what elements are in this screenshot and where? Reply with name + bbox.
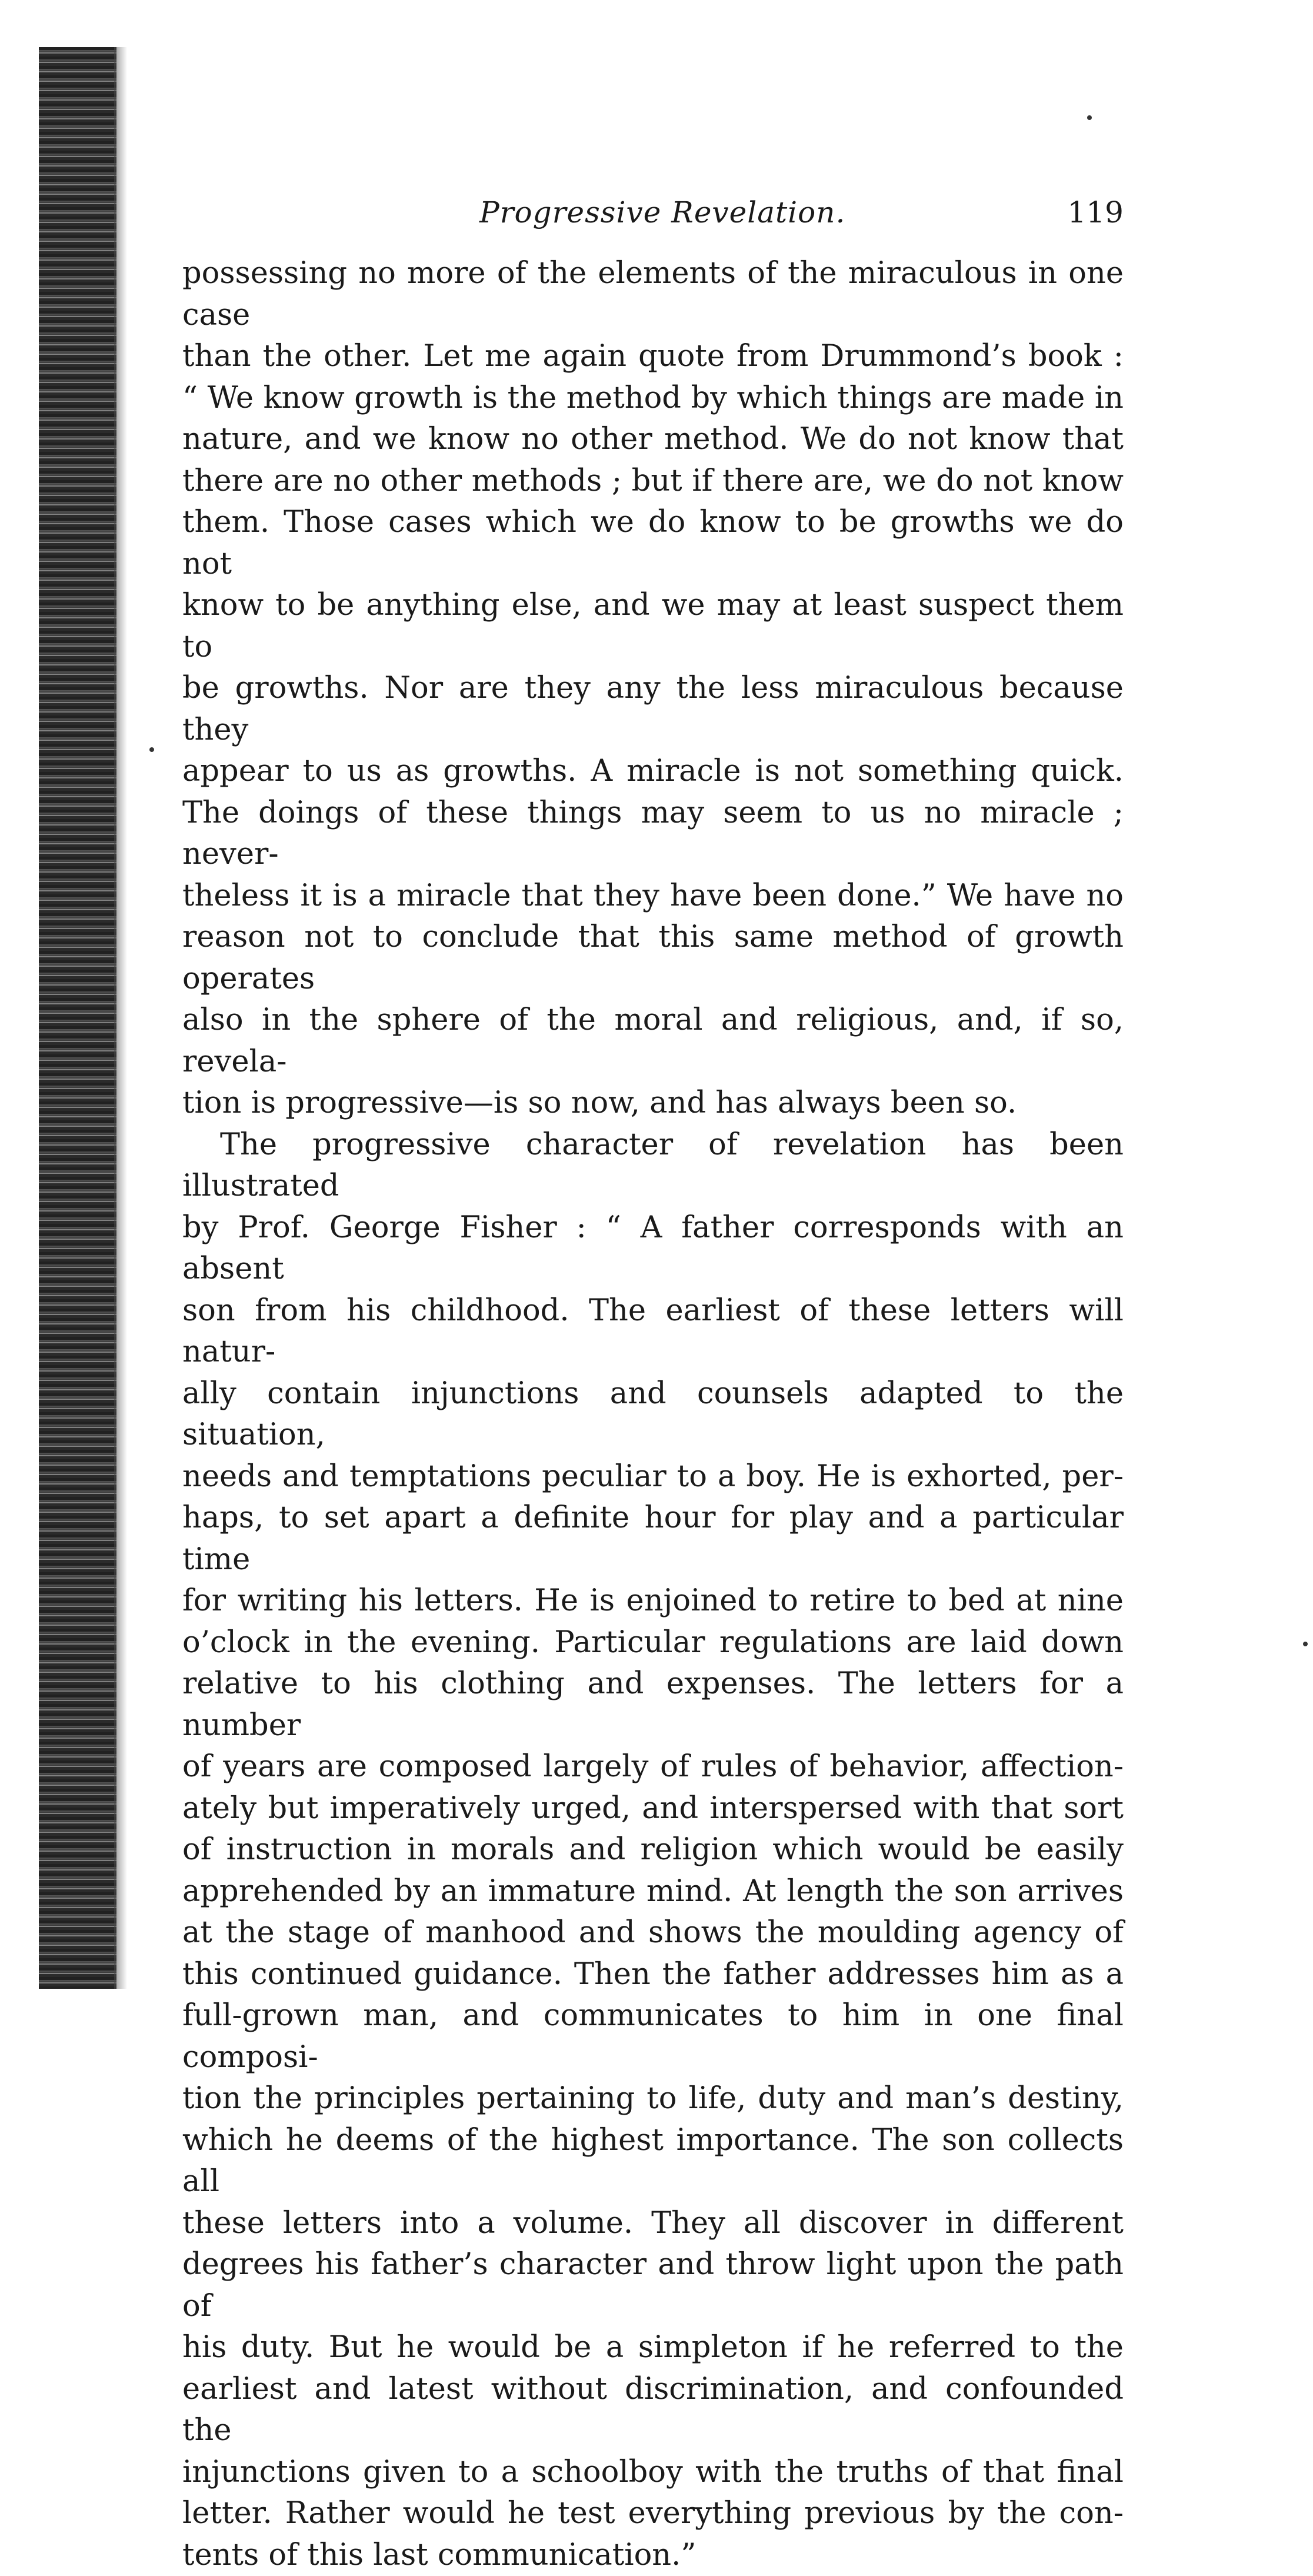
text-line: relative to his clothing and expenses. The letters for a number xyxy=(182,1663,1124,1746)
text-line: full-grown man, and communicates to him in one final composi- xyxy=(182,1995,1124,2078)
book-binding-edge xyxy=(39,47,116,1989)
paper-speck xyxy=(1087,115,1092,120)
text-line: there are no other methods ; but if there are, we do not know xyxy=(182,461,1124,502)
text-line: them. Those cases which we do know to be growths we do not xyxy=(182,502,1124,585)
text-line: theless it is a miracle that they have been done.” We have no xyxy=(182,876,1124,917)
text-line: degrees his father’s character and throw light upon the path of xyxy=(182,2244,1124,2327)
text-line: this continued guidance. Then the father addresses him as a xyxy=(182,1954,1124,1996)
text-line: The progressive character of revelation has been illustrated xyxy=(182,1124,1124,1207)
text-line: tion the principles pertaining to life, duty and man’s destiny, xyxy=(182,2078,1124,2120)
text-line: reason not to conclude that this same method of growth operates xyxy=(182,917,1124,1000)
text-line: at the stage of manhood and shows the moulding agency of xyxy=(182,1912,1124,1954)
text-line: earliest and latest without discrimination, and confounded the xyxy=(182,2369,1124,2452)
text-line: haps, to set apart a definite hour for play and a particular time xyxy=(182,1497,1124,1580)
text-line: also in the sphere of the moral and religious, and, if so, revela- xyxy=(182,1000,1124,1083)
text-line: o’clock in the evening. Particular regulations are laid down xyxy=(182,1622,1124,1664)
page-number: 119 xyxy=(1068,187,1124,238)
paper-speck xyxy=(1303,1642,1308,1646)
text-line: these letters into a volume. They all discover in different xyxy=(182,2203,1124,2245)
text-line: injunctions given to a schoolboy with the truths of that final xyxy=(182,2452,1124,2494)
text-line: by Prof. George Fisher : “ A father corresponds with an absent xyxy=(182,1207,1124,1290)
text-line: of years are composed largely of rules of behavior, affection- xyxy=(182,1746,1124,1788)
paragraph-fisher-quote xyxy=(182,1124,1124,2576)
text-line: tents of this last communication.” xyxy=(182,2535,1124,2576)
text-line: son from his childhood. The earliest of these letters will natur- xyxy=(182,1290,1124,1373)
text-line: which he deems of the highest importance. The son collects all xyxy=(182,2120,1124,2203)
text-line: his duty. But he would be a simpleton if he referred to the xyxy=(182,2327,1124,2369)
running-title: Progressive Revelation. xyxy=(479,187,845,238)
text-line: possessing no more of the elements of the miraculous in one case xyxy=(182,253,1124,336)
text-line: “ We know growth is the method by which things are made in xyxy=(182,378,1124,420)
running-header xyxy=(182,187,1124,238)
paragraph-continuation xyxy=(182,253,1124,1124)
text-line: apprehended by an immature mind. At length the son arrives xyxy=(182,1871,1124,1913)
text-line: of instruction in morals and religion which would be easily xyxy=(182,1829,1124,1871)
text-line: nature, and we know no other method. We do not know that xyxy=(182,419,1124,461)
text-line: for writing his letters. He is enjoined to retire to bed at nine xyxy=(182,1580,1124,1622)
text-line: needs and temptations peculiar to a boy. He is exhorted, per- xyxy=(182,1456,1124,1498)
paper-speck xyxy=(149,747,154,752)
text-line: be growths. Nor are they any the less miraculous because they xyxy=(182,668,1124,751)
text-line: ally contain injunctions and counsels adapted to the situation, xyxy=(182,1373,1124,1456)
text-line: ately but imperatively urged, and interspersed with that sort xyxy=(182,1788,1124,1830)
text-line: appear to us as growths. A miracle is not something quick. xyxy=(182,751,1124,793)
text-line: know to be anything else, and we may at least suspect them to xyxy=(182,585,1124,668)
text-line: tion is progressive—is so now, and has always been so. xyxy=(182,1083,1124,1124)
text-line: letter. Rather would he test everything previous by the con- xyxy=(182,2493,1124,2535)
body-text xyxy=(182,253,1124,2576)
text-line: than the other. Let me again quote from Drummond’s book : xyxy=(182,336,1124,378)
text-line: The doings of these things may seem to us no miracle ; never- xyxy=(182,793,1124,876)
